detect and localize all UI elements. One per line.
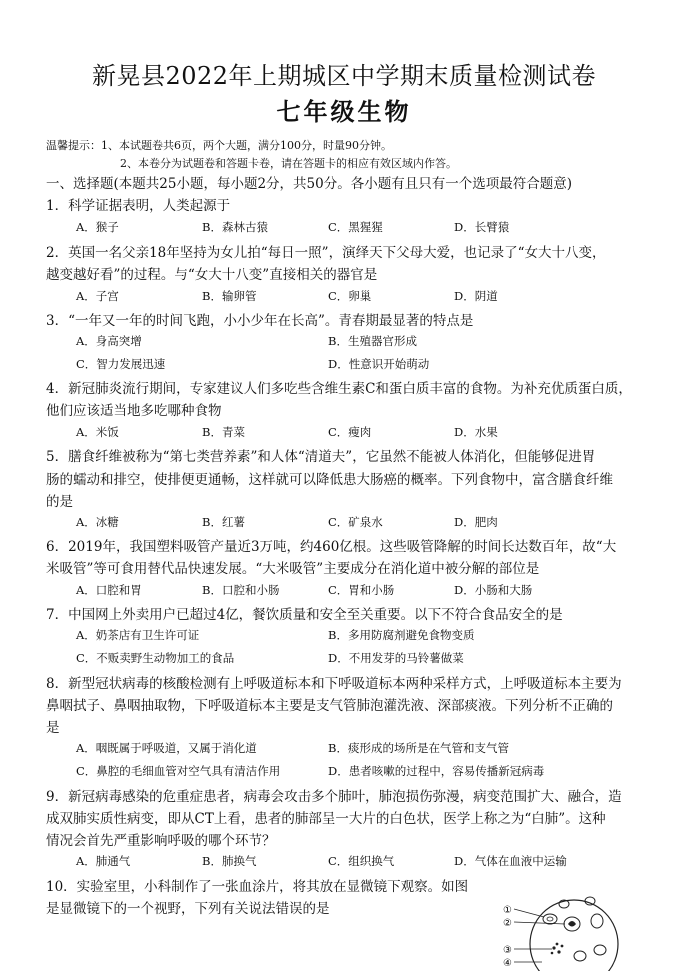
q6-option-c: C．胃和小肠 (328, 583, 395, 597)
q3-option-c: C．智力发展迅速 (76, 357, 166, 371)
question-4-line-2: 他们应该适当地多吃哪种食物 (46, 403, 222, 419)
q8-option-a: A．咽既属于呼吸道，又属于消化道 (76, 741, 257, 755)
microscope-field-circle (530, 900, 618, 971)
red-blood-cell (591, 914, 603, 928)
question-9-line-1: 9．新冠病毒感染的危重症患者，病毒会攻击多个肺叶，肺泡损伤弥漫，病变范围扩大、融合，造 (46, 789, 622, 805)
question-5-line-1: 5．膳食纤维被称为“第七类营养素”和人体“清道夫”，它虽然不能被人体消化，但能够促进胃 (46, 449, 596, 465)
q9-option-b: B．肺换气 (202, 854, 257, 868)
question-9-line-2: 成双肺实质性病变，即从CT上看，患者的肺部呈一大片的白色状，医学上称之为“白肺”。这种 (46, 811, 606, 827)
question-5-line-2: 肠的蠕动和排空，使排便更通畅，这样就可以降低患大肠癌的概率。下列食物中，富含膳食纤维 (46, 472, 613, 488)
q4-option-c: C．瘦肉 (328, 425, 372, 439)
question-6-line-1: 6．2019年，我国塑料吸管产量近3万吨，约460亿根。这些吸管降解的时间长达数百年，故“大 (46, 539, 617, 555)
q9-option-d: D．气体在血液中运输 (454, 854, 567, 868)
question-6-line-2: 米吸管”等可食用替代品快速发展。“大米吸管”主要成分在消化道中被分解的部位是 (46, 561, 540, 577)
question-7: 7．中国网上外卖用户已超过4亿，餐饮质量和安全至关重要。以下不符合食品安全的是 (46, 607, 563, 623)
question-1: 1．科学证据表明，人类起源于 (46, 198, 231, 214)
q8-option-b: B．痰形成的场所是在气管和支气管 (328, 741, 509, 755)
red-blood-cell (585, 897, 595, 905)
label-leader-line (514, 922, 565, 924)
q1-option-c: C．黑猩猩 (328, 220, 383, 234)
question-9-line-3: 情况会首先严重影响呼吸的哪个环节？ (46, 833, 276, 849)
question-2-line-1: 2．英国一名父亲18年坚持为女儿拍“每日一照”，演绎天下父母大爱，也记录了“女大十八变， (46, 245, 606, 261)
q4-option-d: D．水果 (454, 425, 498, 439)
q1-option-a: A．猴子 (76, 220, 119, 234)
question-3: 3．“一年又一年的时间飞跑，小小少年在长高”。青春期最显著的特点是 (46, 313, 474, 329)
section-heading: 一、选择题(本题共25小题，每小题2分，共50分。各小题有且只有一个选项最符合题意) (46, 176, 572, 192)
q9-option-c: C．组织换气 (328, 854, 395, 868)
q7-option-c: C．不贩卖野生动物加工的食品 (76, 651, 235, 665)
q2-option-c: C．卵巢 (328, 289, 372, 303)
label-leader-line (514, 909, 544, 917)
red-blood-cell (543, 914, 557, 924)
diagram-label-1: ① (503, 905, 512, 916)
red-blood-cell (594, 945, 606, 955)
exam-title: 新晃县2022年上期城区中学期末质量检测试卷 (91, 62, 597, 90)
q4-option-b: B．青菜 (202, 425, 245, 439)
platelet (557, 950, 560, 953)
tip-line-2: 2、本卷分为试题卷和答题卡卷，请在答题卡的相应有效区域内作答。 (120, 157, 457, 170)
q1-option-d: D．长臂猿 (454, 220, 510, 234)
red-blood-cell-center (547, 917, 553, 921)
q5-option-c: C．矿泉水 (328, 515, 383, 529)
q3-option-b: B．生殖器官形成 (328, 334, 417, 348)
q6-option-a: A．口腔和胃 (76, 583, 142, 597)
platelet (556, 943, 559, 946)
q4-option-a: A．米饭 (76, 425, 119, 439)
exam-subtitle: 七年级生物 (276, 97, 412, 126)
q8-option-d: D．患者咳嗽的过程中，容易传播新冠病毒 (328, 764, 545, 778)
q7-option-d: D．不用发芽的马铃薯做菜 (328, 651, 464, 665)
q5-option-a: A．冰糖 (76, 515, 119, 529)
q5-option-b: B．红薯 (202, 515, 245, 529)
q2-option-d: D．阴道 (454, 289, 498, 303)
q1-option-b: B．森林古猿 (202, 220, 268, 234)
question-8-line-2: 鼻咽拭子、鼻咽抽取物，下呼吸道标本主要是支气管肺泡灌洗液、深部痰液。下列分析不正确的 (46, 698, 613, 714)
q3-option-a: A．身高突增 (76, 334, 142, 348)
q6-option-b: B．口腔和小肠 (202, 583, 280, 597)
q7-option-b: B．多用防腐剂避免食物变质 (328, 628, 475, 642)
question-10-line-1: 10．实验室里，小科制作了一张血涂片，将其放在显微镜下观察。如图 (46, 879, 469, 895)
question-8-line-1: 8．新型冠状病毒的核酸检测有上呼吸道标本和下呼吸道标本两种采样方式，上呼吸道标本主要为 (46, 676, 622, 692)
question-10-line-2: 是显微镜下的一个视野，下列有关说法错误的是 (46, 901, 330, 917)
white-blood-cell-nucleus (568, 921, 576, 927)
q3-option-d: D．性意识开始萌动 (328, 357, 430, 371)
q2-option-a: A．子宫 (76, 289, 119, 303)
q7-option-a: A．奶茶店有卫生许可证 (76, 628, 200, 642)
red-blood-cell (574, 951, 586, 961)
platelet (551, 952, 554, 955)
tip-line-1: 温馨提示：1、本试题卷共6页，两个大题，满分100分，时量90分钟。 (46, 139, 392, 152)
diagram-label-3: ③ (503, 945, 512, 956)
q9-option-a: A．肺通气 (76, 854, 131, 868)
diagram-label-2: ② (503, 918, 512, 929)
diagram-label-4: ④ (503, 958, 512, 969)
question-5-line-3: 的是 (46, 494, 73, 510)
blood-smear-diagram (502, 876, 622, 971)
q8-option-c: C．鼻腔的毛细血管对空气具有清洁作用 (76, 764, 281, 778)
question-8-line-3: 是 (46, 720, 60, 736)
q2-option-b: B．输卵管 (202, 289, 257, 303)
q6-option-d: D．小肠和大肠 (454, 583, 533, 597)
platelet (552, 946, 555, 949)
question-4-line-1: 4．新冠肺炎流行期间，专家建议人们多吃些含维生素C和蛋白质丰富的食物。为补充优质蛋白质， (46, 381, 632, 397)
platelet (561, 945, 564, 948)
question-2-line-2: 越变越好看”的过程。与“女大十八变”直接相关的器官是 (46, 267, 378, 283)
q5-option-d: D．肥肉 (454, 515, 498, 529)
